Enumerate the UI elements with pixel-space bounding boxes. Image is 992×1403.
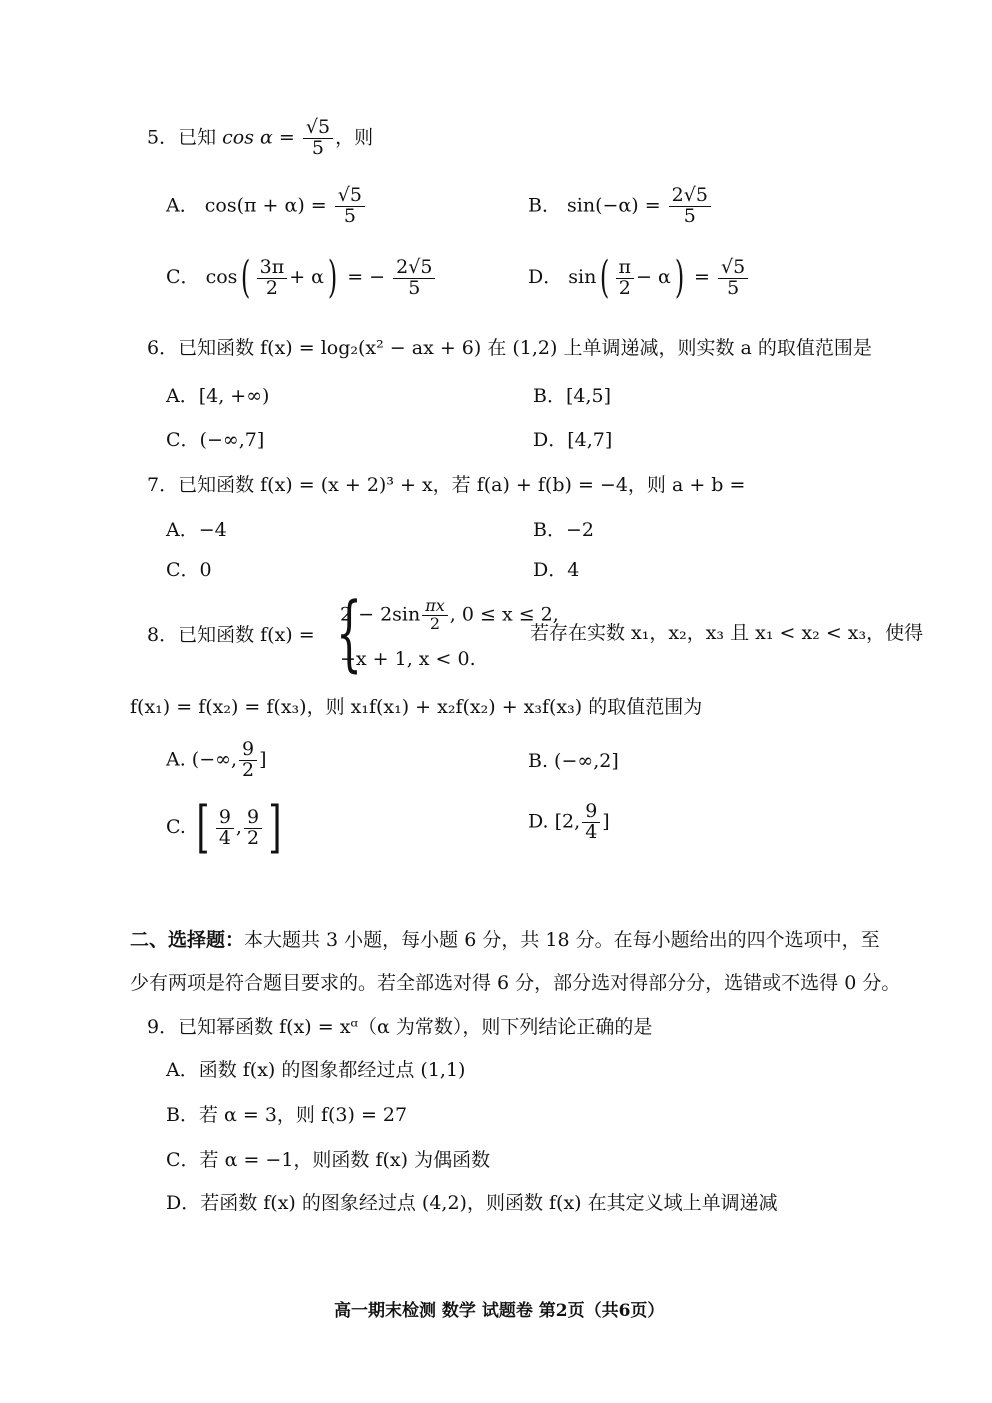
q8-case-2: −x + 1, x < 0. (340, 648, 476, 670)
q8-option-a: A. (−∞, $\frac{9}{2}$ ] (166, 738, 267, 781)
q5-stem: 5．已知 cos α = $\frac{√5}{5}$ ，则 (147, 116, 374, 159)
piecewise-brace: { (336, 586, 363, 681)
q9-option-a: A．函数 f(x) 的图象都经过点 (1,1) (166, 1059, 466, 1081)
q8-stem: 8．已知函数 f(x) = (147, 624, 315, 646)
q8-option-b: B. (−∞,2] (528, 750, 619, 772)
q7-option-d: D．4 (533, 559, 580, 581)
q5-option-c: C． cos( $\frac{3\pi}{2}$ + α) = − $\frac{2√5}{5}$ (166, 256, 437, 300)
q9-option-d: D．若函数 f(x) 的图象经过点 (4,2)，则函数 f(x) 在其定义域上单调递减 (166, 1192, 778, 1214)
page-footer: 高一期末检测 数学 试题卷 第2页（共6页） (334, 1301, 665, 1321)
q6-option-c: C．(−∞,7] (166, 429, 265, 451)
section-2-line-1: 二、选择题：本大题共 3 小题，每小题 6 分，共 18 分。在每小题给出的四个选项中，至 (130, 929, 880, 951)
q8-option-c: C. [ $\frac{9}{4}$ , $\frac{9}{2}$ ] (166, 795, 282, 860)
q6-stem: 6．已知函数 f(x) = log₂(x² − ax + 6) 在 (1,2) 上单调递减，则实数 a 的取值范围是 (147, 337, 872, 359)
q6-option-b: B．[4,5] (533, 385, 612, 407)
q7-option-c: C．0 (166, 559, 212, 581)
q9-option-c: C．若 α = −1，则函数 f(x) 为偶函数 (166, 1149, 491, 1171)
q5-option-a: A． cos(π + α) = $\frac{√5}{5}$ (166, 186, 367, 227)
q8-stem-tail: 若存在实数 x₁，x₂，x₃ 且 x₁ < x₂ < x₃，使得 (530, 622, 924, 644)
q6-option-d: D．[4,7] (533, 429, 613, 451)
q9-stem: 9．已知幂函数 f(x) = xᵅ（α 为常数），则下列结论正确的是 (147, 1016, 653, 1038)
q9-option-b: B．若 α = 3，则 f(3) = 27 (166, 1104, 408, 1126)
q8-option-d: D. [2, $\frac{9}{4}$ ] (528, 800, 610, 843)
q7-stem: 7．已知函数 f(x) = (x + 2)³ + x，若 f(a) + f(b) = −4，则 a + b = (147, 474, 746, 496)
q8-line-2: f(x₁) = f(x₂) = f(x₃)，则 x₁f(x₁) + x₂f(x₂) + x₃f(x₃) 的取值范围为 (130, 696, 703, 718)
q7-option-b: B．−2 (533, 519, 594, 541)
section-2-heading: 二、选择题： (130, 929, 245, 951)
q8-case-1: 2 − 2sin $\frac{\pi x}{2}$ , 0 ≤ x ≤ 2, (340, 596, 559, 633)
section-2-line-2: 少有两项是符合题目要求的。若全部选对得 6 分，部分选对得部分分，选错或不选得 0 分。 (130, 972, 901, 994)
q5-option-b: B． sin(−α) = $\frac{2√5}{5}$ (528, 186, 713, 227)
q5-option-d: D． sin( $\frac{\pi}{2}$ − α) = $\frac{√5}{5}$ (528, 256, 750, 300)
q6-option-a: A．[4, +∞) (166, 385, 270, 407)
q7-option-a: A．−4 (166, 519, 227, 541)
